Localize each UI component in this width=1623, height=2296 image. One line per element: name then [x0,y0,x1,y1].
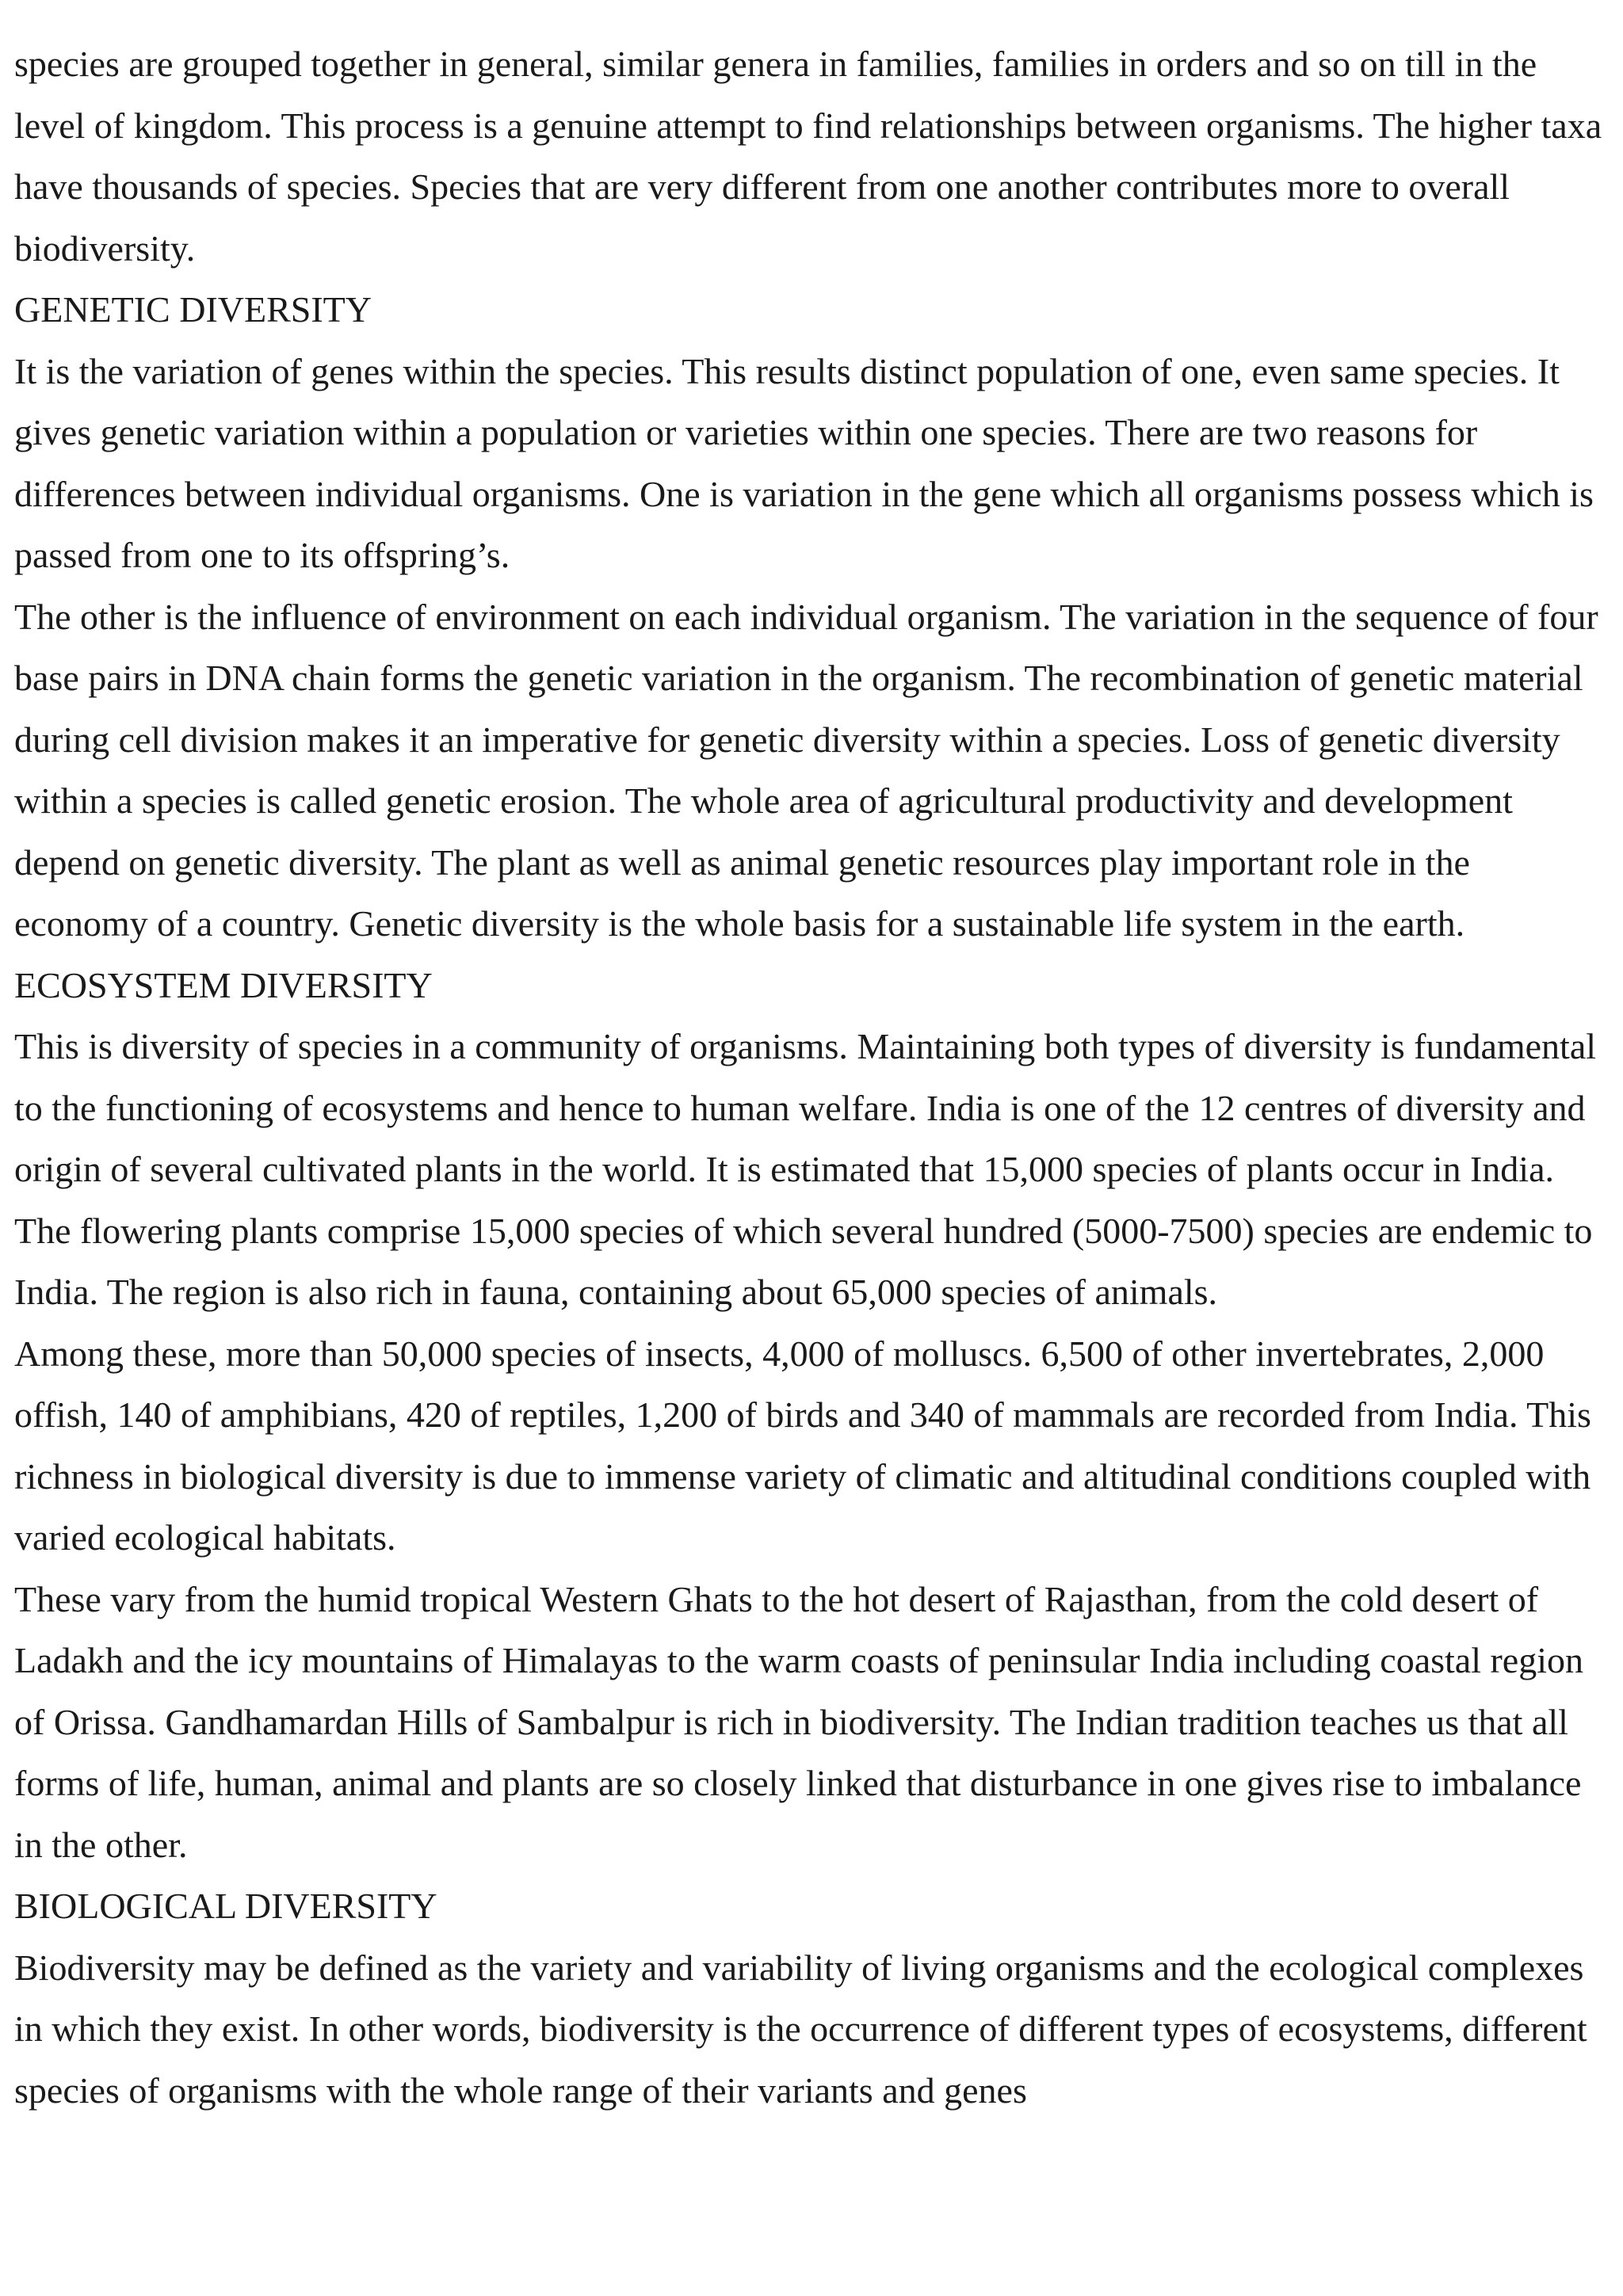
paragraph-species-counts: Among these, more than 50,000 species of insects, 4,000 of molluscs. 6,500 of other invertebrates, 2,000 offish, 140 of amphibians, 420 of reptiles, 1,200 of birds and 340 of mammals are recorded from India. This richness in biological diversity is due to immense variety of climatic and altitudinal conditions coupled with varied ecological habitats. [14,1333,1591,1558]
paragraph-taxonomy: species are grouped together in general, similar genera in families, families in orders and so on till in the level of kingdom. This process is a genuine attempt to find relationships between organisms. The higher taxa have thousands of species. Species that are very different from one another contributes more to overall biodiversity. [14,44,1602,269]
heading-genetic-diversity: GENETIC DIVERSITY [14,289,372,330]
paragraph-biodiversity-definition: Biodiversity may be defined as the variety and variability of living organisms and the ecological complexes in which they exist. In other words, biodiversity is the occurrence of different types of ecosystems, different species of organisms with the whole range of their variants and genes [14,1947,1587,2111]
paragraph-genetic-variation: It is the variation of genes within the species. This results distinct population of one, even same species. It gives genetic variation within a population or varieties within one species. There are two reasons for differences between individual organisms. One is variation in the gene which all organisms possess which is passed from one to its offspring’s. [14,350,1594,575]
document-body [14,33,1607,2121]
paragraph-habitats: These vary from the humid tropical Western Ghats to the hot desert of Rajasthan, from the cold desert of Ladakh and the icy mountains of Himalayas to the warm coasts of peninsular India including coastal region of Orissa. Gandhamardan Hills of Sambalpur is rich in biodiversity. The Indian tradition teaches us that all forms of life, human, animal and plants are so closely linked that disturbance in one gives rise to imbalance in the other. [14,1578,1583,1865]
heading-biological-diversity: BIOLOGICAL DIVERSITY [14,1886,437,1926]
paragraph-ecosystem-india: This is diversity of species in a community of organisms. Maintaining both types of diversity is fundamental to the functioning of ecosystems and hence to human welfare. India is one of the 12 centres of diversity and origin of several cultivated plants in the world. It is estimated that 15,000 species of plants occur in India. The flowering plants comprise 15,000 species of which several hundred (5000-7500) species are endemic to India. The region is also rich in fauna, containing about 65,000 species of animals. [14,1026,1597,1312]
paragraph-environment-influence: The other is the influence of environment on each individual organism. The variation in the sequence of four base pairs in DNA chain forms the genetic variation in the organism. The recombination of genetic material during cell division makes it an imperative for genetic diversity within a species. Loss of genetic diversity within a species is called genetic erosion. The whole area of agricultural productivity and development depend on genetic diversity. The plant as well as animal genetic resources play important role in the economy of a country. Genetic diversity is the whole basis for a sustainable life system in the earth. [14,596,1598,944]
heading-ecosystem-diversity: ECOSYSTEM DIVERSITY [14,964,433,1005]
